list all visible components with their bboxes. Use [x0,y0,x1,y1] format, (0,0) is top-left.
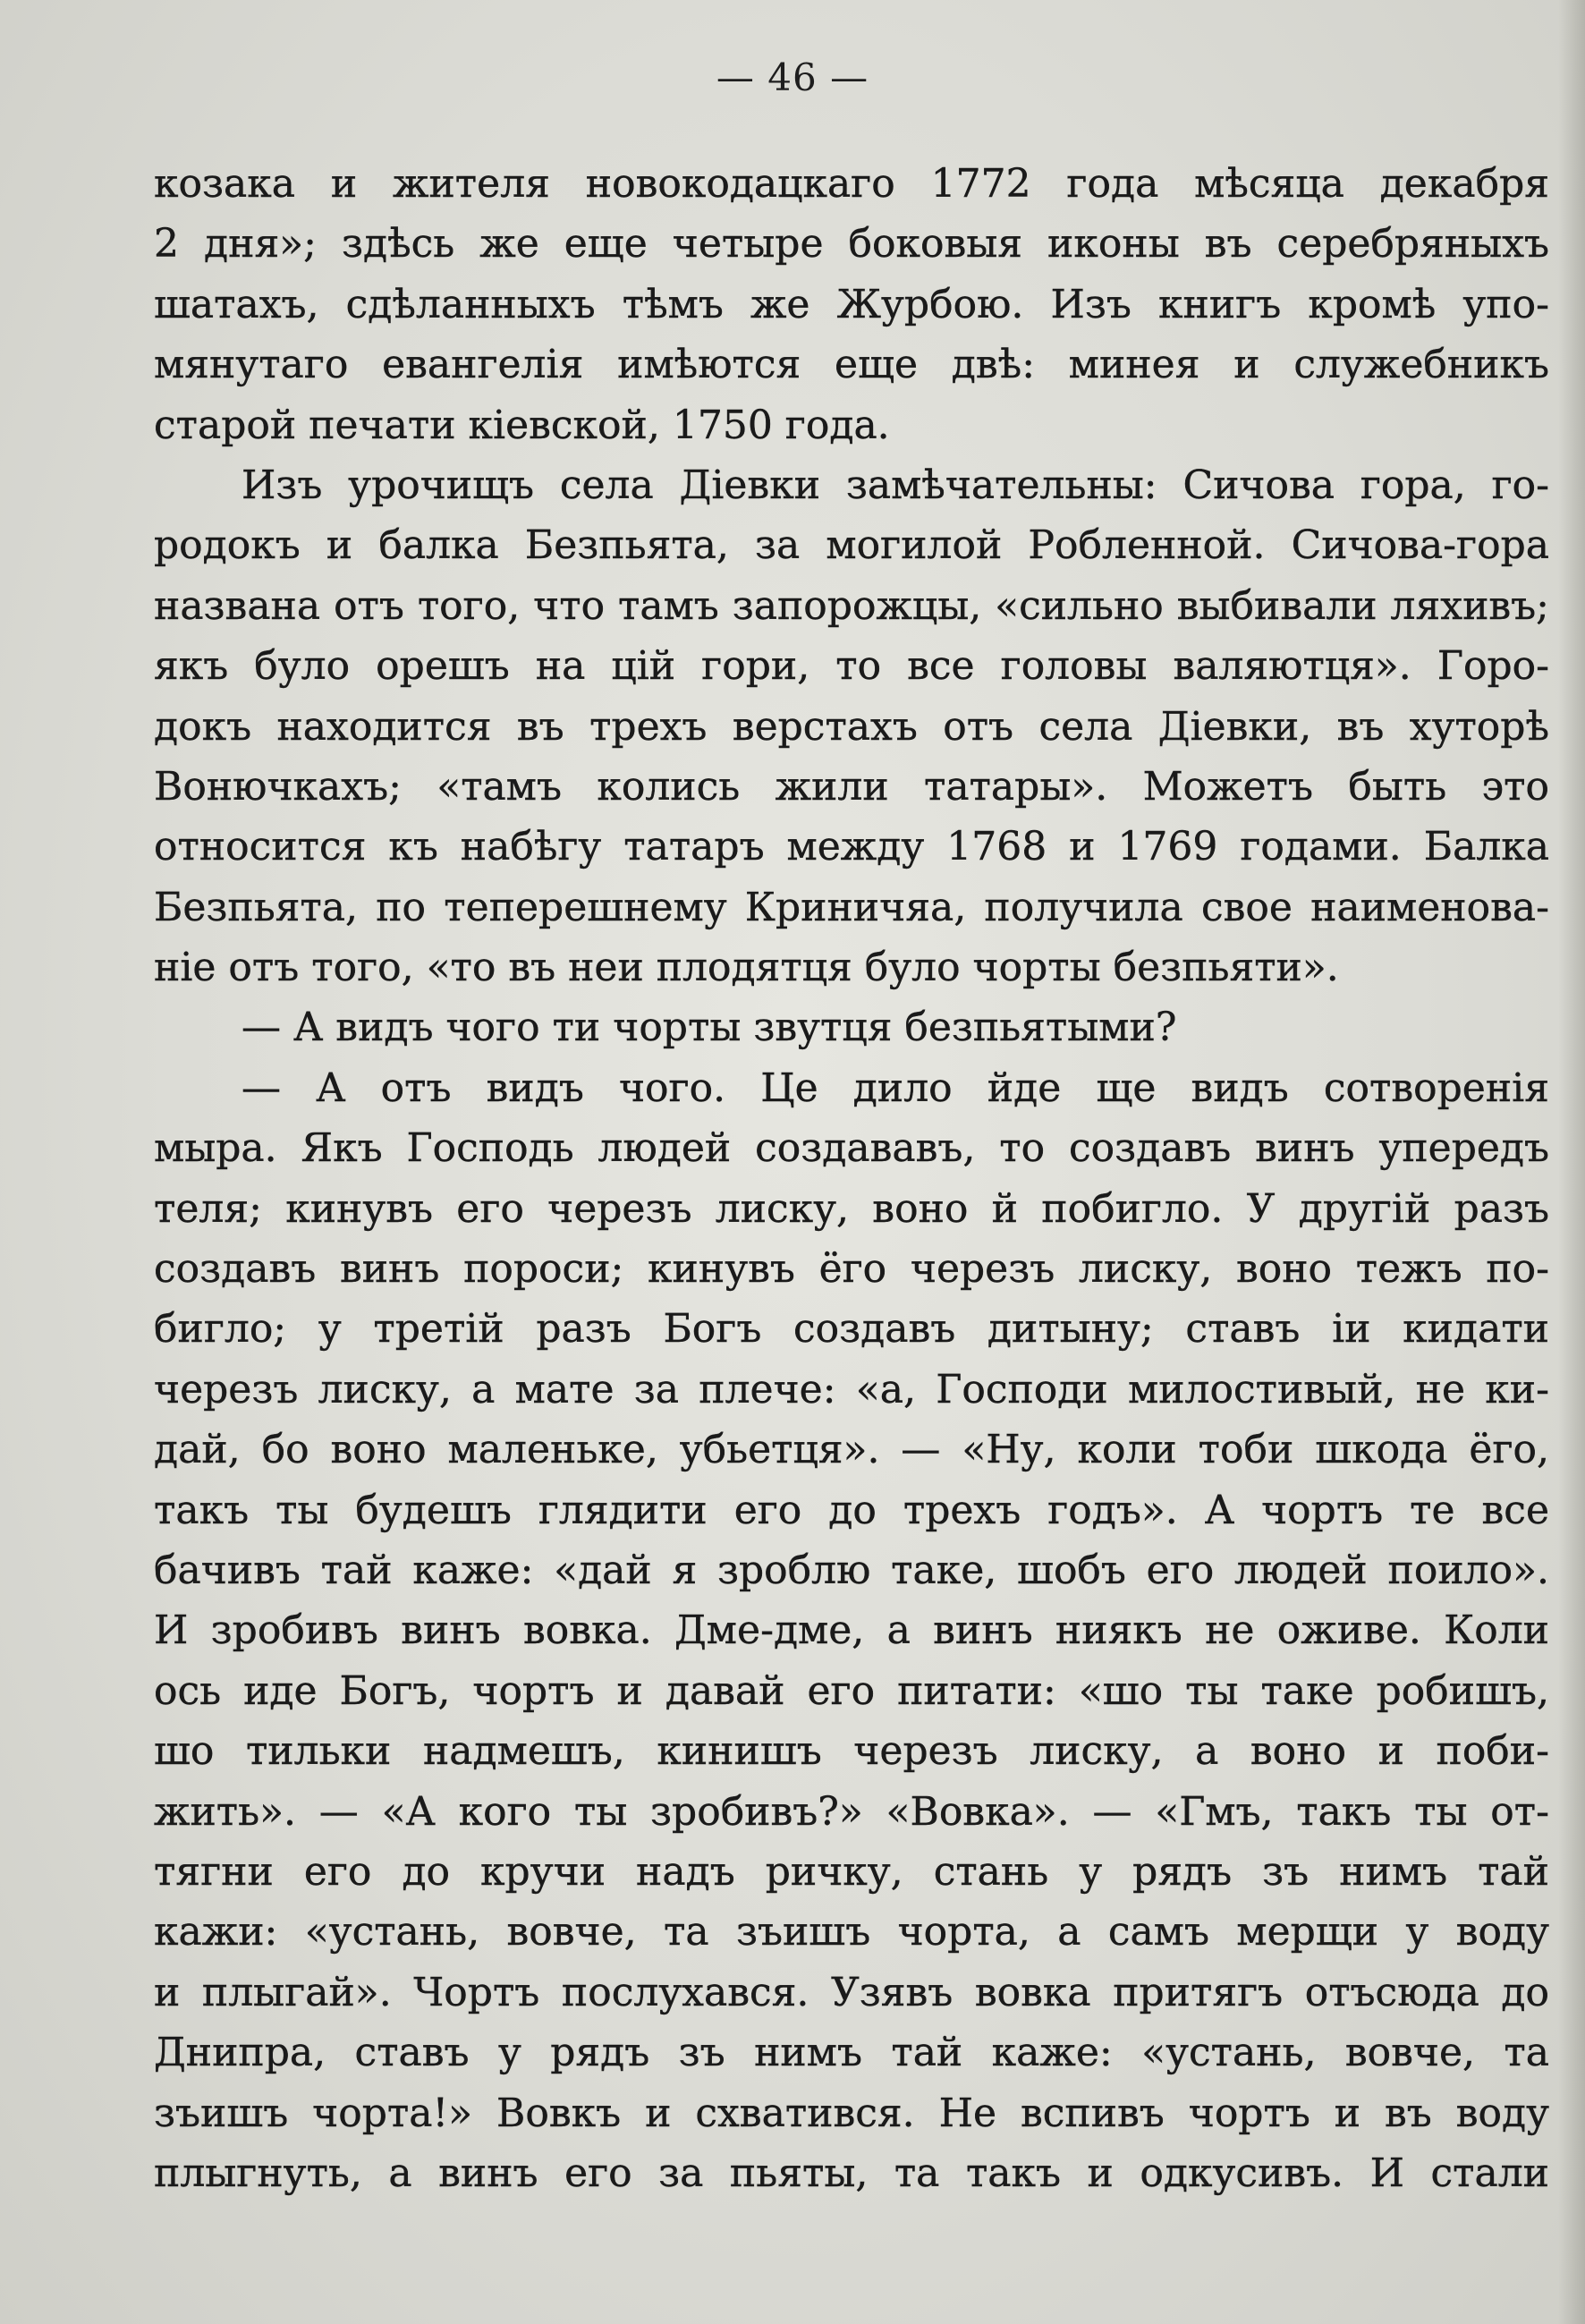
text-line: — А видъ чого ти чорты звутця безпьятыми? [242,1005,1177,1051]
text-line: — А отъ видъ чого. Це дило йде ще видъ сотворенія [242,1064,1549,1111]
text-line: родокъ и балка Безпьята, за могилой Робленной. Сичова-гора [154,522,1549,569]
text-line: якъ було орешъ на цій гори, то все головы валяютця». Горо- [154,643,1549,690]
text-line: дай, бо воно маленьке, убьетця». — «Ну, коли тоби шкода ёго, [154,1427,1549,1473]
text-line: И зробивъ винъ вовка. Дме-дме, а винъ ниякъ не оживе. Коли [154,1607,1549,1654]
text-line: бигло; у третій разъ Богъ создавъ дитыну; ставъ іи кидати [154,1306,1549,1353]
text-line: ось иде Богъ, чортъ и давай его питати: «шо ты таке робишъ, [154,1667,1549,1714]
body-text [154,154,1549,2203]
text-line: тягни его до кручи надъ ричку, стань у рядъ зъ нимъ тай [154,1848,1549,1895]
text-line: такъ ты будешъ глядити его до трехъ годъ». А чортъ те все [154,1487,1549,1533]
text-line: шатахъ, сдѣланныхъ тѣмъ же Журбою. Изъ книгъ кромѣ упо- [154,281,1549,327]
text-line: Изъ урочищъ села Діевки замѣчательны: Сичова гора, го- [242,462,1549,508]
text-line: Днипра, ставъ у рядъ зъ нимъ тай каже: «устань, вовче, та [154,2030,1549,2076]
text-line: плыгнуть, а винъ его за пьяты, та такъ и одкусивъ. И стали [154,2150,1549,2196]
text-line: создавъ винъ пороси; кинувъ ёго черезъ лиску, воно тежъ по- [154,1246,1549,1293]
text-line: кажи: «устань, вовче, та зъишъ чорта, а самъ мерщи у воду [154,1909,1549,1955]
text-line: Безпьята, по теперешнему Криничяа, получила свое наименова- [154,884,1549,930]
page-edge-shadow [1558,0,1585,2324]
text-line: мыра. Якъ Господь людей создававъ, то создавъ винъ упередъ [154,1125,1549,1172]
text-line: Вонючкахъ; «тамъ колись жили татары». Можетъ быть это [154,763,1549,810]
text-line: 2 дня»; здѣсь же еще четыре боковыя иконы въ серебряныхъ [154,221,1549,267]
text-line: мянутаго евангелія имѣются еще двѣ: минея и служебникъ [154,342,1549,388]
text-line: бачивъ тай каже: «дай я зроблю таке, шобъ его людей поило». [154,1547,1549,1593]
text-line: зъишъ чорта!» Вовкъ и схватився. Не вспивъ чортъ и въ воду [154,2090,1549,2136]
page-number: — 46 — [716,55,869,99]
text-line: теля; кинувъ его черезъ лиску, воно й побигло. У другій разъ [154,1185,1549,1232]
text-line: докъ находится въ трехъ верстахъ отъ села Діевки, въ хуторѣ [154,703,1549,750]
text-line: козака и жителя новокодацкаго 1772 года мѣсяца декабря [154,161,1549,207]
text-line: ніе отъ того, «то въ неи плодятця було чорты безпьяти». [154,945,1339,991]
text-line: шо тильки надмешъ, кинишъ черезъ лиску, а воно и поби- [154,1728,1549,1775]
text-line: старой печати кіевской, 1750 года. [154,402,890,448]
text-line: относится къ набѣгу татаръ между 1768 и 1769 годами. Балка [154,824,1549,870]
text-line: и плыгай». Чортъ послухався. Узявъ вовка притягъ отъсюда до [154,1969,1549,2015]
text-line: черезъ лиску, а мате за плече: «а, Господи милостивый, не ки- [154,1366,1549,1412]
text-line: названа отъ того, что тамъ запорожцы, «сильно выбивали ляхивъ; [154,582,1549,629]
text-line: жить». — «А кого ты зробивъ?» «Вовка». — «Гмъ, такъ ты от- [154,1788,1549,1835]
